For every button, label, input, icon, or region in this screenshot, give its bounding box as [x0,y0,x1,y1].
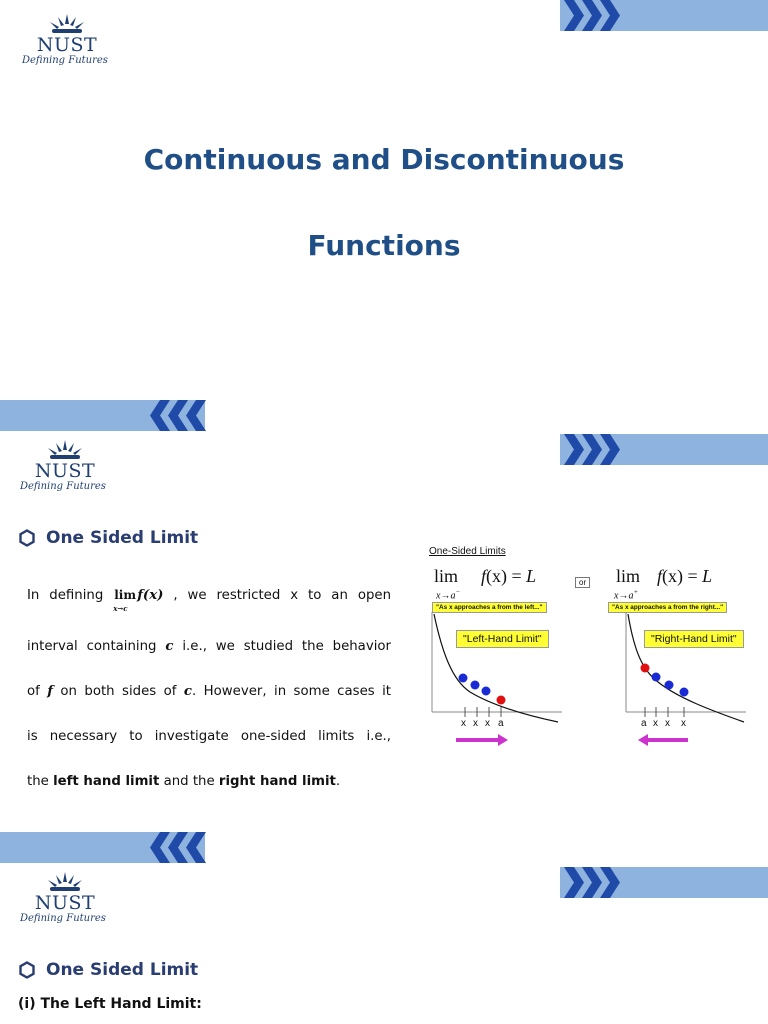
section-heading [18,960,198,980]
logo-tagline: Defining Futures [20,481,106,492]
nust-logo [22,12,118,72]
paragraph-line-5 [27,774,391,789]
slide-title [0,0,768,432]
hexagon-icon [18,529,36,547]
tick-label: x [665,718,670,729]
right-hand-limit-term: right hand limit [218,774,336,789]
or-box: or [575,577,590,588]
text: and the [159,774,219,789]
paragraph-line-3 [27,684,391,699]
left-expr: (x) = [486,566,527,586]
chevron-right-icon [560,434,630,465]
lim-operator [113,588,137,613]
section-title: One Sided Limit [46,960,199,980]
nust-logo [20,438,116,498]
right-L: L [702,566,713,586]
left-hand-limit-term: left hand limit [53,774,160,789]
lim-word: lim [114,588,137,602]
left-f: f [481,566,487,586]
right-sub-sign: + [633,588,639,596]
one-sided-limits-figure [420,542,750,757]
left-hand-limit-label: "Left-Hand Limit" [456,630,549,648]
left-approach-point [471,681,480,690]
lim-subscript: x→c [113,604,128,613]
tick-label: a [498,718,504,729]
right-f: f [657,566,663,586]
tick-label: x [473,718,478,729]
hexagon-icon [18,961,36,979]
text: In defining [27,588,114,603]
right-sub-text: x→a [614,590,634,602]
paragraph-line-2 [27,639,391,654]
logo-tagline: Defining Futures [22,55,108,66]
left-L: L [526,566,537,586]
f-symbol: f [47,684,53,699]
left-limit-point [497,696,506,705]
paragraph-line-1 [27,588,391,613]
nust-logo [20,870,116,930]
figure-title: One-Sided Limits [429,546,506,557]
chevron-left-icon [140,832,210,863]
right-expr: (x) = [662,566,703,586]
c-symbol: c [165,639,174,654]
text: i.e., we studied the behavior [173,639,391,654]
logo-tagline: Defining Futures [20,913,106,924]
crest-icon [20,870,110,894]
limit-graphs [420,542,750,757]
paragraph-line-4: is necessary to investigate one-sided limits i.e., [27,729,391,744]
right-approach-point [680,688,689,697]
chevron-right-icon [560,0,630,31]
text: on both sides of [52,684,184,699]
text: , we restricted x to an open [163,588,391,603]
text: the [27,774,54,789]
chevron-right-icon [560,867,630,898]
text: interval containing [27,639,166,654]
logo-name: NUST [36,34,98,56]
slide-one-sided-limit [0,432,768,832]
logo-name: NUST [34,892,96,914]
right-limit-lim: lim [616,566,641,586]
left-hand-limit-subheading: (i) The Left Hand Limit: [18,996,202,1012]
crest-icon [22,12,112,36]
right-limit-point [641,664,650,673]
page-title-line2: Functions [307,229,461,262]
left-sub-sign: − [455,588,461,596]
right-hand-limit-label: "Right-Hand Limit" [644,630,744,648]
arrow-left-icon [638,734,648,746]
text: of [27,684,48,699]
right-note: "As x approaches a from the right..." [608,602,727,613]
text: . However, in some cases it [192,684,392,699]
logo-name: NUST [34,460,96,482]
tick-label: x [461,718,466,729]
section-heading [18,528,198,548]
c-symbol: c [183,684,192,699]
left-limit-lim: lim [434,566,459,586]
tick-label: x [653,718,658,729]
tick-label: x [681,718,686,729]
crest-icon [20,438,110,462]
arrow-right-icon [498,734,508,746]
left-note: "As x approaches a from the left..." [432,602,547,613]
tick-label: a [641,718,647,729]
right-approach-point [665,681,674,690]
left-sub-text: x→a [436,590,456,602]
page-title-line1: Continuous and Discontinuous [143,143,625,176]
chevron-left-icon [140,400,210,431]
left-approach-point [482,687,491,696]
slide-left-hand-limit [0,832,768,1024]
right-approach-point [652,673,661,682]
section-title: One Sided Limit [46,528,199,548]
left-approach-point [459,674,468,683]
tick-label: x [485,718,490,729]
fx-symbol: f(x) [137,588,164,603]
text: . [335,774,341,789]
